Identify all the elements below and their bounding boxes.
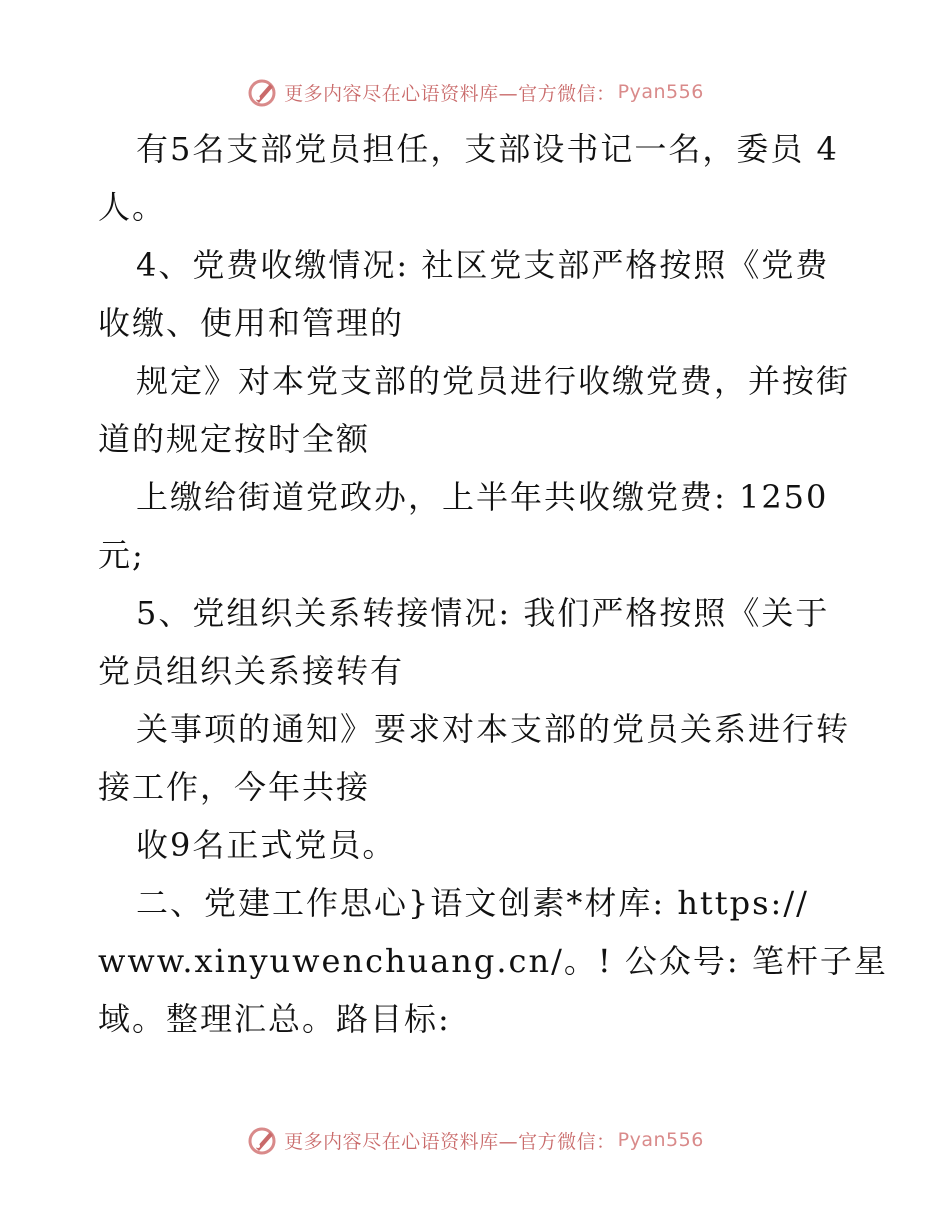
text-line: 收9名正式党员。 [136,826,397,864]
text-line: 道的规定按时全额 [98,420,371,458]
pen-logo-icon [246,1124,278,1156]
watermark-text: 更多内容尽在心语资料库—官方微信： [284,1130,616,1153]
text-line: 4、党费收缴情况: 社区党支部严格按照《党费 [136,246,830,284]
text-line: 党员组织关系接转有 [98,652,405,690]
text-line: 二、党建工作思心}语文创素*材库: https:// [136,884,809,922]
watermark-wechat-id: Pyan556 [617,1129,704,1151]
text-line: 收缴、使用和管理的 [98,304,405,342]
text-line: 关事项的通知》要求对本支部的党员关系进行转 [136,710,851,748]
text-line: 域。整理汇总。路目标: [98,1000,451,1038]
text-line: 元; [98,536,145,574]
text-line: www.xinyuwenchuang.cn/。! 公众号: 笔杆子星 [98,942,888,980]
document-body [98,120,888,1048]
text-line: 5、党组织关系转接情况: 我们严格按照《关于 [136,594,830,632]
watermark-wechat-id: Pyan556 [617,81,704,103]
footer-watermark [0,1120,950,1160]
text-line: 规定》对本党支部的党员进行收缴党费，并按街 [136,362,851,400]
pen-logo-icon [246,76,278,108]
text-line: 接工作，今年共接 [98,768,371,806]
text-line: 上缴给街道党政办，上半年共收缴党费: 1250 [136,478,829,516]
header-watermark [0,72,950,112]
text-line: 有5名支部党员担任，支部设书记一名，委员 4 [136,130,839,168]
text-line: 人。 [98,188,167,226]
watermark-text: 更多内容尽在心语资料库—官方微信： [284,82,616,105]
